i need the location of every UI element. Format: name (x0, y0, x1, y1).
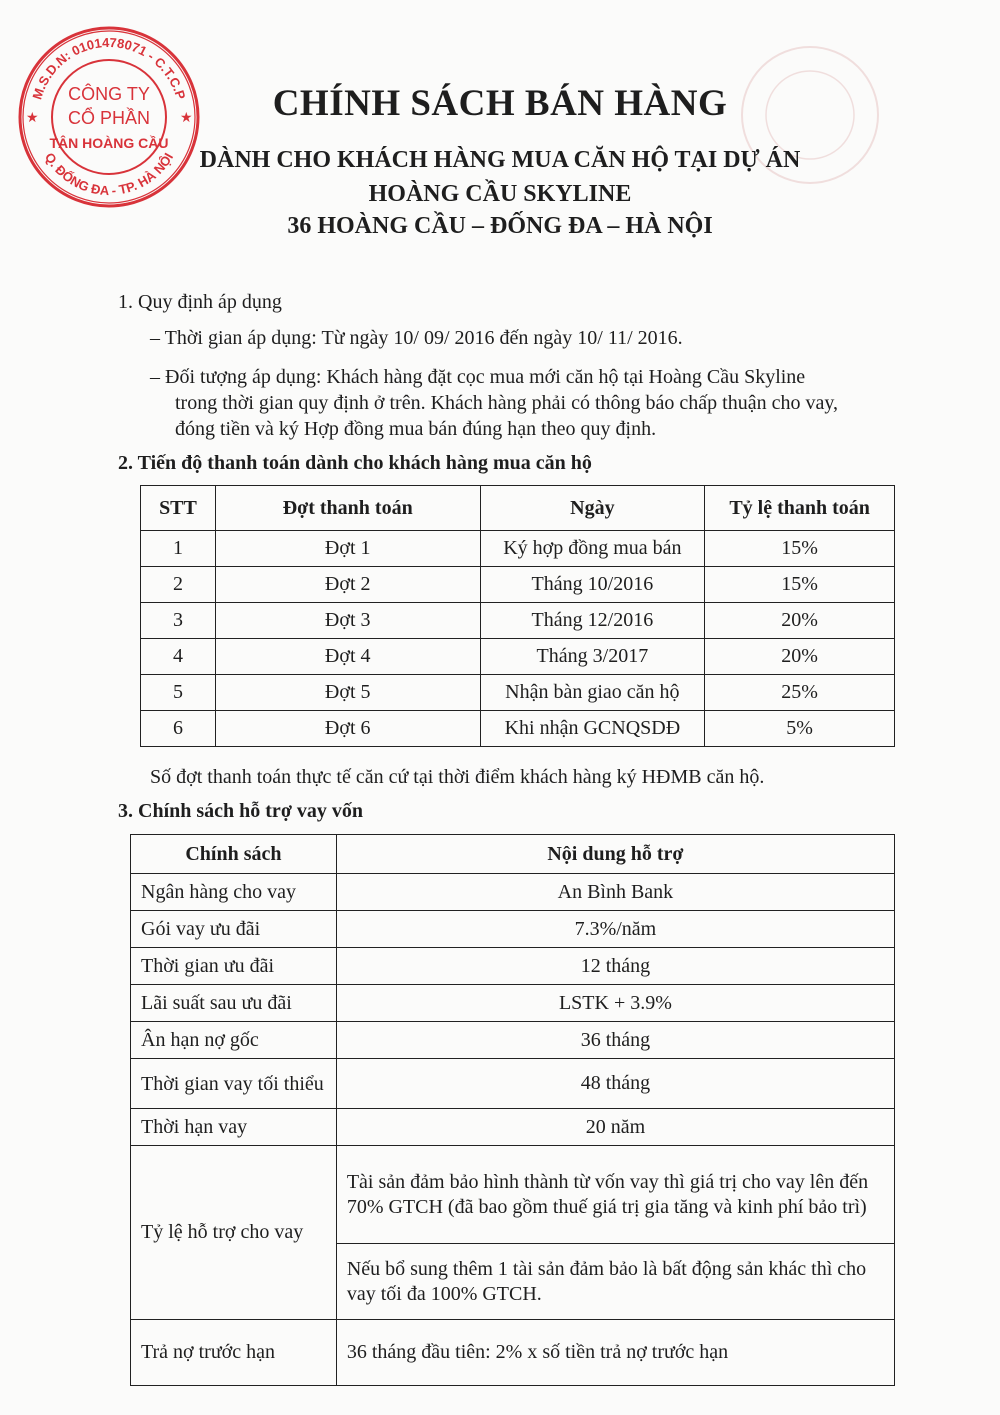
loan-support-table (130, 834, 895, 1386)
table-row (131, 1146, 895, 1244)
policy-value: Nếu bổ sung thêm 1 tài sản đảm bảo là bất động sản khác thì cho vay tối đa 100% GTCH. (336, 1244, 894, 1320)
table-row (131, 874, 895, 911)
table-row (131, 1109, 895, 1146)
policy-value: 48 tháng (336, 1059, 894, 1109)
policy-value: 7.3%/năm (336, 911, 894, 948)
policy-value: Tài sản đảm bảo hình thành từ vốn vay thì giá trị cho vay lên đến 70% GTCH (đã bao gồm thuế giá trị gia tăng và kinh phí bảo trì) (336, 1146, 894, 1244)
table-cell: 15% (705, 531, 895, 567)
table-row (141, 531, 895, 567)
table-cell: 5 (141, 675, 216, 711)
section-3-heading: 3. Chính sách hỗ trợ vay vốn (118, 800, 364, 822)
table-cell: Ký hợp đồng mua bán (480, 531, 705, 567)
policy-label: Tỷ lệ hỗ trợ cho vay (131, 1146, 337, 1320)
table-cell: 5% (705, 711, 895, 747)
column-header: Chính sách (131, 835, 337, 874)
section-1-heading: 1. Quy định áp dụng (118, 291, 282, 313)
table-row (131, 985, 895, 1022)
table-cell: Đợt 1 (215, 531, 480, 567)
table-cell: 1 (141, 531, 216, 567)
policy-label: Ân hạn nợ gốc (131, 1022, 337, 1059)
table-cell: Đợt 3 (215, 603, 480, 639)
table-cell: 6 (141, 711, 216, 747)
table-row (141, 711, 895, 747)
table-row (141, 639, 895, 675)
table-row (131, 1059, 895, 1109)
policy-value: 36 tháng (336, 1022, 894, 1059)
policy-label: Thời hạn vay (131, 1109, 337, 1146)
stamp-bottom-text: Q. ĐỐNG ĐA - TP. HÀ NỘI (41, 150, 177, 199)
column-header: Tỷ lệ thanh toán (705, 486, 895, 531)
table-cell: 2 (141, 567, 216, 603)
table-cell: Khi nhận GCNQSDĐ (480, 711, 705, 747)
table-row (131, 1022, 895, 1059)
policy-label: Gói vay ưu đãi (131, 911, 337, 948)
section-1-bullet-target-line1: – Đối tượng áp dụng: Khách hàng đặt cọc mua mới căn hộ tại Hoàng Cầu Skyline (150, 366, 806, 388)
table-cell: 4 (141, 639, 216, 675)
table-cell: Tháng 12/2016 (480, 603, 705, 639)
stamp-line-3: TÂN HOÀNG CẦU (49, 135, 169, 151)
payment-note: Số đợt thanh toán thực tế căn cứ tại thời điểm khách hàng ký HĐMB căn hộ. (150, 766, 765, 788)
table-row (131, 1320, 895, 1386)
table-cell: Đợt 2 (215, 567, 480, 603)
table-cell: Tháng 3/2017 (480, 639, 705, 675)
stamp-top-text: M.S.D.N: 0101478071 - C.T.C.P (29, 34, 189, 102)
policy-value: An Bình Bank (336, 874, 894, 911)
column-header: Nội dung hỗ trợ (336, 835, 894, 874)
table-header-row (131, 835, 895, 874)
column-header: STT (141, 486, 216, 531)
table-row (141, 567, 895, 603)
table-row (131, 948, 895, 985)
table-cell: Nhận bàn giao căn hộ (480, 675, 705, 711)
table-cell: 20% (705, 639, 895, 675)
stamp-line-1: CÔNG TY (68, 84, 150, 104)
project-address: 36 HOÀNG CẦU – ĐỐNG ĐA – HÀ NỘI (287, 213, 713, 239)
payment-schedule-table (140, 485, 895, 747)
policy-label: Thời gian vay tối thiểu (131, 1059, 337, 1109)
policy-value: 12 tháng (336, 948, 894, 985)
table-row (131, 911, 895, 948)
table-cell: Đợt 5 (215, 675, 480, 711)
table-header-row (141, 486, 895, 531)
table-cell: Tháng 10/2016 (480, 567, 705, 603)
section-1-bullet-target-line3: đóng tiền và ký Hợp đồng mua bán đúng hạn theo quy định. (175, 418, 657, 440)
column-header: Đợt thanh toán (215, 486, 480, 531)
table-row (141, 675, 895, 711)
table-cell: Đợt 6 (215, 711, 480, 747)
table-cell: 15% (705, 567, 895, 603)
stamp-line-2: CỔ PHẦN (67, 108, 151, 128)
policy-label: Trả nợ trước hạn (131, 1320, 337, 1386)
page-subtitle: DÀNH CHO KHÁCH HÀNG MUA CĂN HỘ TẠI DỰ ÁN HOÀNG CẦU SKYLINE (199, 147, 801, 207)
policy-value: 20 năm (336, 1109, 894, 1146)
policy-label: Ngân hàng cho vay (131, 874, 337, 911)
section-1-bullet-target-line2: trong thời gian quy định ở trên. Khách hàng phải có thông báo chấp thuận cho vay, (175, 392, 839, 414)
table-cell: Đợt 4 (215, 639, 480, 675)
star-icon: ★ (180, 111, 193, 126)
section-2-heading: 2. Tiến độ thanh toán dành cho khách hàng mua căn hộ (118, 452, 592, 474)
policy-value: 36 tháng đầu tiên: 2% x số tiền trả nợ trước hạn (336, 1320, 894, 1386)
table-cell: 25% (705, 675, 895, 711)
policy-label: Thời gian ưu đãi (131, 948, 337, 985)
page-title: CHÍNH SÁCH BÁN HÀNG (272, 83, 728, 124)
star-icon: ★ (26, 111, 39, 126)
table-cell: 3 (141, 603, 216, 639)
policy-label: Lãi suất sau ưu đãi (131, 985, 337, 1022)
column-header: Ngày (480, 486, 705, 531)
table-row (141, 603, 895, 639)
policy-value: LSTK + 3.9% (336, 985, 894, 1022)
section-1-bullet-time: – Thời gian áp dụng: Từ ngày 10/ 09/ 2016 đến ngày 10/ 11/ 2016. (150, 327, 683, 349)
table-cell: 20% (705, 603, 895, 639)
